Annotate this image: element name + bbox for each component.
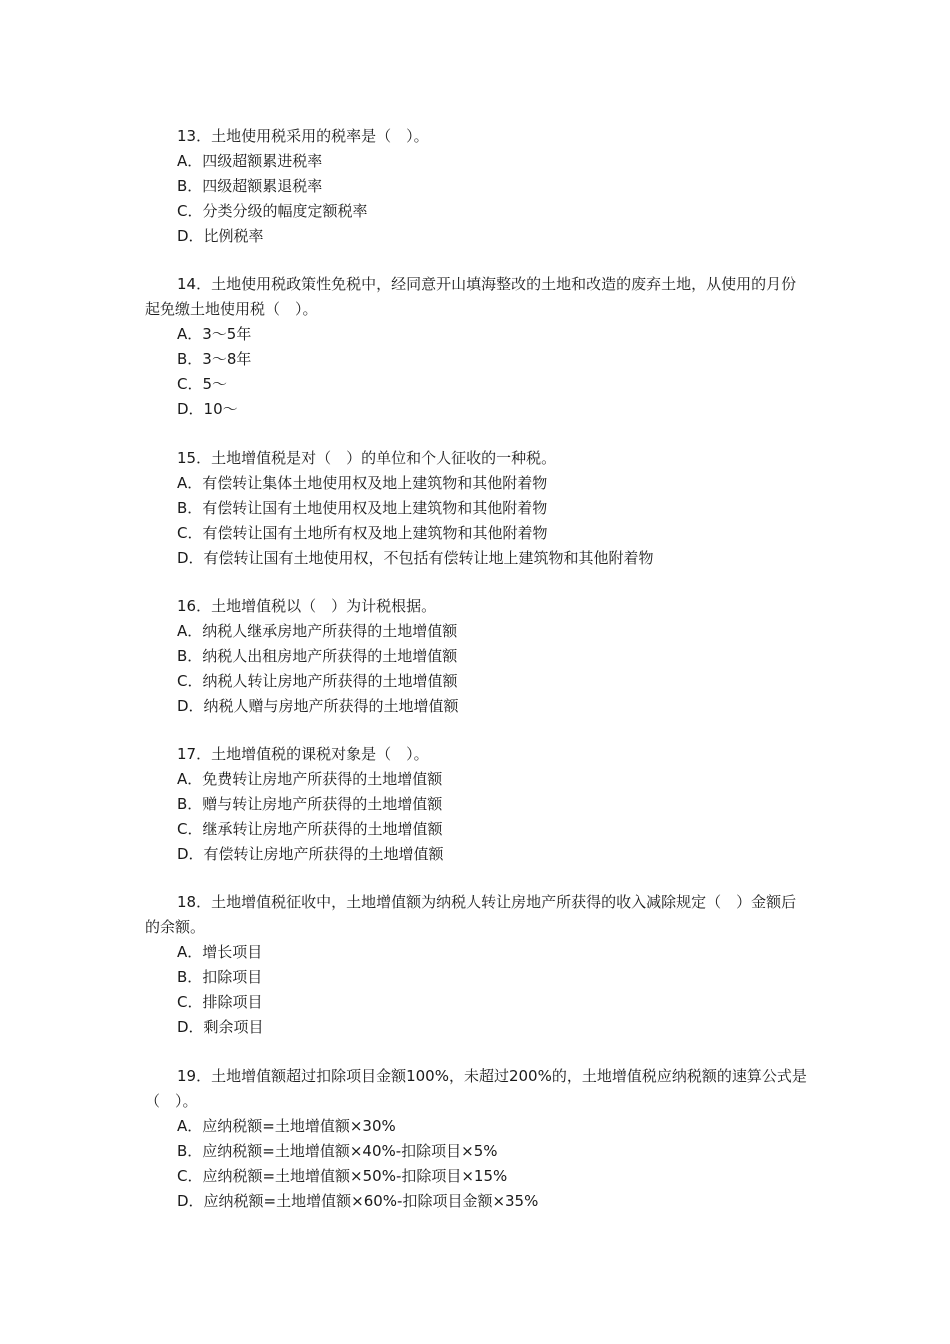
option-a: A．免费转让房地产所获得的土地增值额 (177, 770, 443, 788)
option-d: D．纳税人赠与房地产所获得的土地增值额 (177, 697, 459, 715)
option-c: C．纳税人转让房地产所获得的土地增值额 (177, 672, 458, 690)
option-d: D．有偿转让国有土地使用权，不包括有偿转让地上建筑物和其他附着物 (177, 549, 654, 567)
question-stem: 18．土地增值税征收中，土地增值额为纳税人转让房地产所获得的收入减除规定（ ）金额后的余额。 (145, 893, 797, 936)
question-stem: 15．土地增值税是对（ ）的单位和个人征收的一种税。 (177, 449, 557, 467)
question-stem: 13．土地使用税采用的税率是（ ）。 (177, 127, 429, 145)
question-16 (0, 594, 950, 719)
option-c: C．排除项目 (177, 993, 263, 1011)
question-stem: 14．土地使用税政策性免税中，经同意开山填海整改的土地和改造的废弃土地，从使用的月份起免缴土地使用税（ ）。 (145, 275, 797, 318)
option-a: A．四级超额累进税率 (177, 152, 323, 170)
question-14 (0, 272, 950, 422)
option-d: D．应纳税额=土地增值额×60%-扣除项目金额×35% (177, 1192, 539, 1210)
option-b: B．有偿转让国有土地使用权及地上建筑物和其他附着物 (177, 499, 548, 517)
option-a: A．增长项目 (177, 943, 263, 961)
option-c: C．分类分级的幅度定额税率 (177, 202, 368, 220)
question-18 (0, 890, 950, 1040)
option-a: A．应纳税额=土地增值额×30% (177, 1117, 396, 1135)
question-stem: 16．土地增值税以（ ）为计税根据。 (177, 597, 437, 615)
option-b: B．应纳税额=土地增值额×40%-扣除项目×5% (177, 1142, 498, 1160)
option-d: D．剩余项目 (177, 1018, 264, 1036)
question-15 (0, 446, 950, 571)
option-b: B．赠与转让房地产所获得的土地增值额 (177, 795, 443, 813)
option-b: B．扣除项目 (177, 968, 263, 986)
option-c: C．有偿转让国有土地所有权及地上建筑物和其他附着物 (177, 524, 548, 542)
option-b: B．四级超额累退税率 (177, 177, 323, 195)
option-b: B．纳税人出租房地产所获得的土地增值额 (177, 647, 458, 665)
option-a: A．纳税人继承房地产所获得的土地增值额 (177, 622, 458, 640)
option-d: D．10～ (177, 400, 238, 418)
question-13 (0, 124, 950, 249)
option-a: A．有偿转让集体土地使用权及地上建筑物和其他附着物 (177, 474, 548, 492)
option-d: D．有偿转让房地产所获得的土地增值额 (177, 845, 444, 863)
question-17 (0, 742, 950, 867)
question-19 (0, 1064, 950, 1214)
question-stem: 19．土地增值额超过扣除项目金额100%，未超过200%的，土地增值税应纳税额的速算公式是 （ ）。 (145, 1067, 837, 1110)
option-c: C．继承转让房地产所获得的土地增值额 (177, 820, 443, 838)
option-c: C．5～ (177, 375, 228, 393)
option-a: A．3～5年 (177, 325, 252, 343)
question-stem: 17．土地增值税的课税对象是（ ）。 (177, 745, 429, 763)
option-d: D．比例税率 (177, 227, 264, 245)
option-c: C．应纳税额=土地增值额×50%-扣除项目×15% (177, 1167, 508, 1185)
option-b: B．3～8年 (177, 350, 252, 368)
